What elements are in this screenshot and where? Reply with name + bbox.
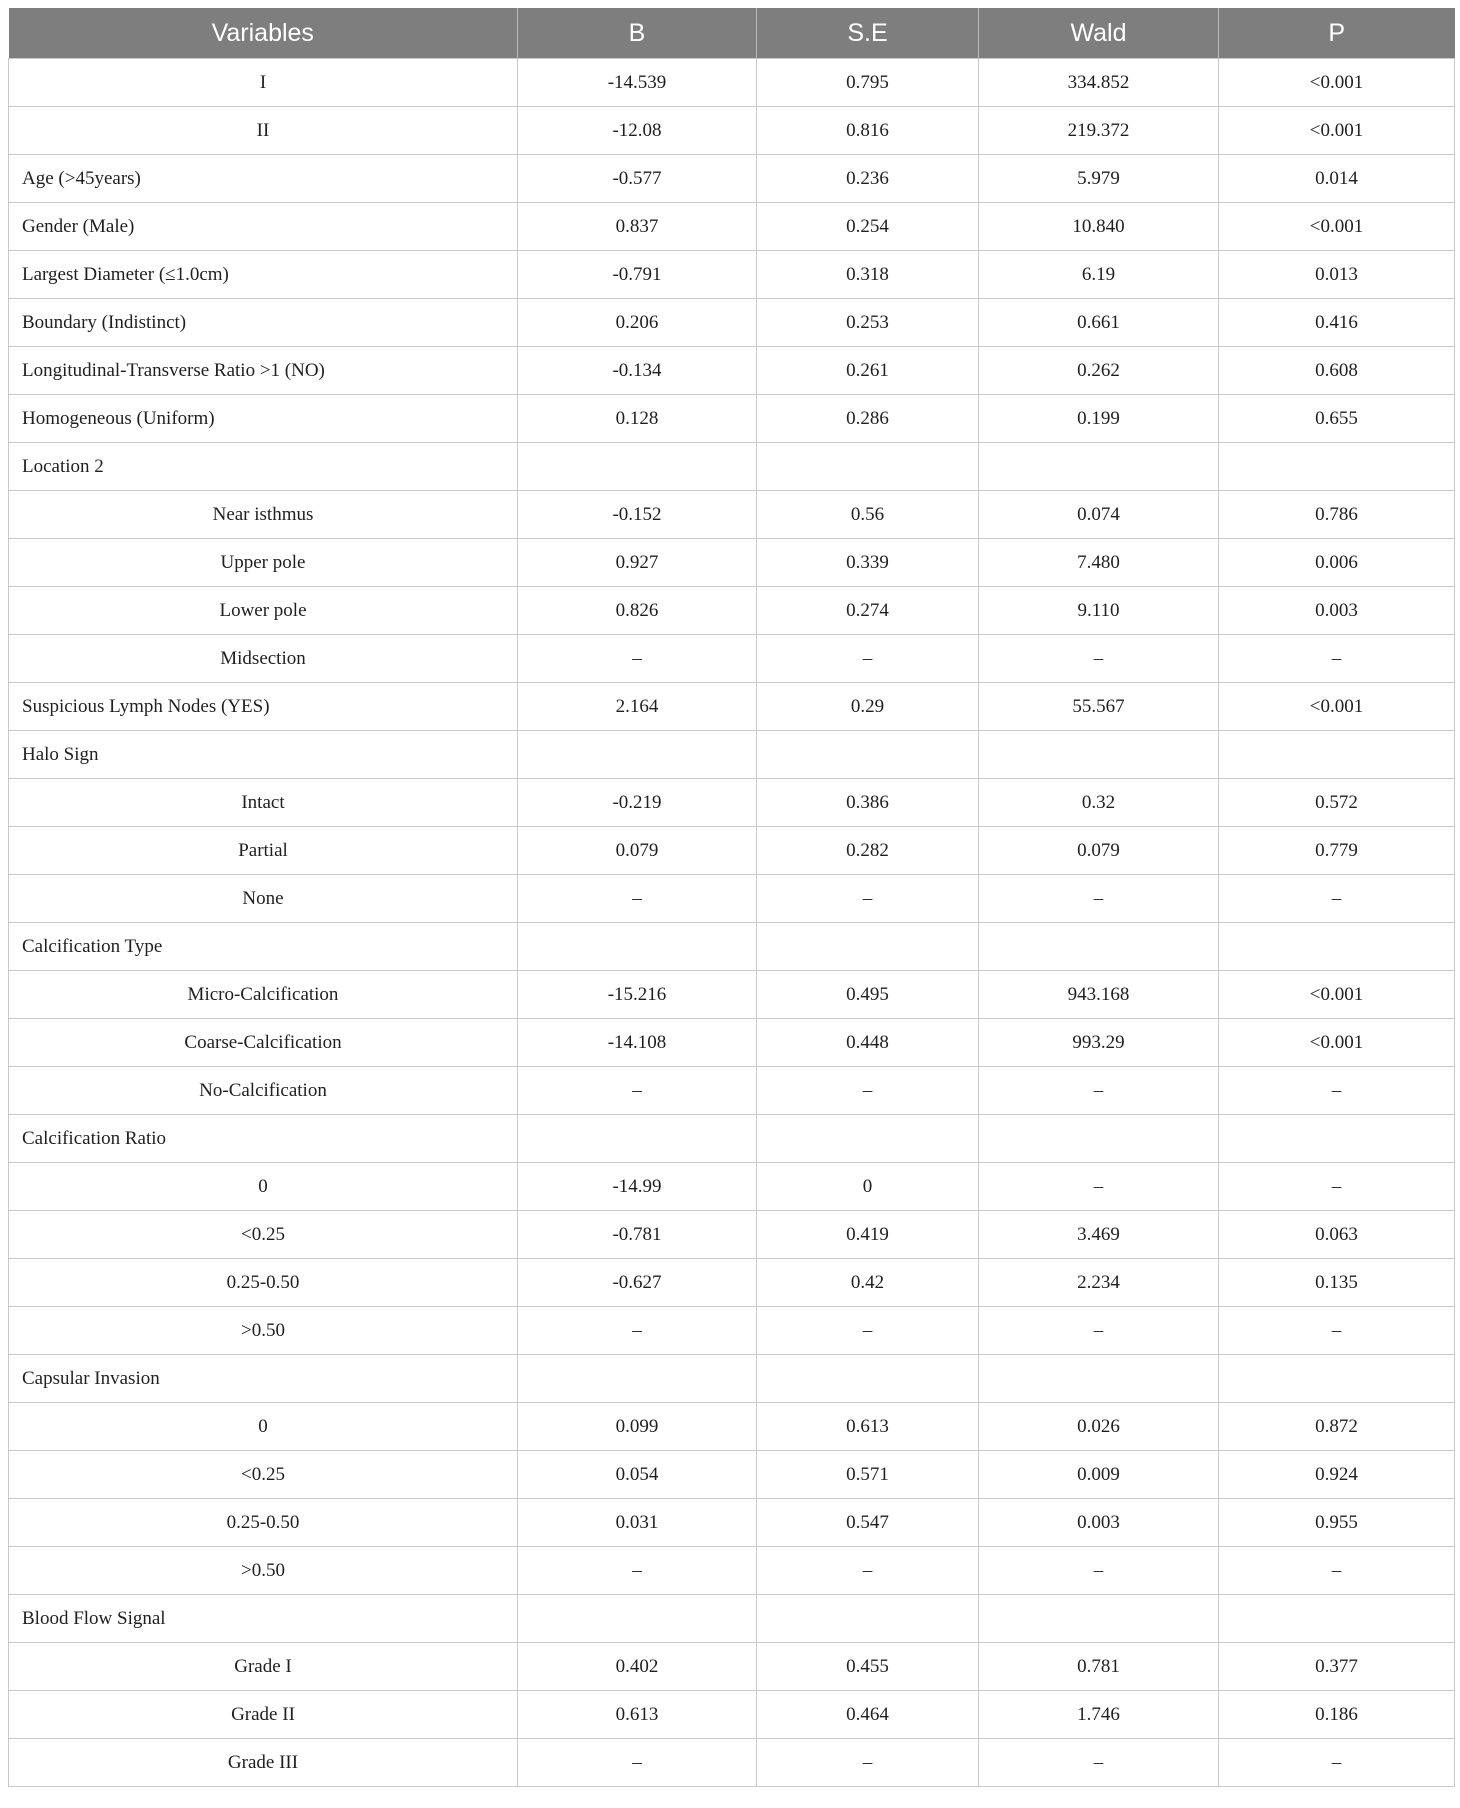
cell-variable: Age (>45years) <box>9 155 518 203</box>
cell-variable: 0 <box>9 1163 518 1211</box>
cell-se: 0.253 <box>757 299 979 347</box>
cell-variable: >0.50 <box>9 1307 518 1355</box>
cell-b: 0.927 <box>518 539 757 587</box>
cell-b: 0.826 <box>518 587 757 635</box>
cell-se: 0.236 <box>757 155 979 203</box>
table-row <box>9 779 1455 827</box>
cell-se <box>757 1355 979 1403</box>
cell-variable: Longitudinal-Transverse Ratio >1 (NO) <box>9 347 518 395</box>
cell-se: 0.795 <box>757 59 979 107</box>
cell-wald: – <box>979 635 1219 683</box>
cell-p <box>1219 1595 1455 1643</box>
cell-wald: 2.234 <box>979 1259 1219 1307</box>
cell-se: 0.318 <box>757 251 979 299</box>
cell-b: -14.108 <box>518 1019 757 1067</box>
cell-p: – <box>1219 875 1455 923</box>
cell-b: – <box>518 1547 757 1595</box>
cell-wald: 5.979 <box>979 155 1219 203</box>
cell-variable: Calcification Type <box>9 923 518 971</box>
cell-variable: Intact <box>9 779 518 827</box>
cell-se <box>757 731 979 779</box>
cell-wald: – <box>979 1739 1219 1787</box>
cell-wald: 3.469 <box>979 1211 1219 1259</box>
table-body <box>9 59 1455 1787</box>
cell-p: 0.013 <box>1219 251 1455 299</box>
cell-wald: – <box>979 1163 1219 1211</box>
cell-se: 0.816 <box>757 107 979 155</box>
table-row <box>9 683 1455 731</box>
cell-se: – <box>757 1547 979 1595</box>
cell-p: 0.135 <box>1219 1259 1455 1307</box>
cell-se <box>757 923 979 971</box>
cell-se: 0.56 <box>757 491 979 539</box>
cell-se: 0.286 <box>757 395 979 443</box>
cell-variable: <0.25 <box>9 1211 518 1259</box>
cell-variable: <0.25 <box>9 1451 518 1499</box>
cell-wald <box>979 1355 1219 1403</box>
cell-variable: Calcification Ratio <box>9 1115 518 1163</box>
cell-variable: 0 <box>9 1403 518 1451</box>
cell-wald: 993.29 <box>979 1019 1219 1067</box>
table-row <box>9 1355 1455 1403</box>
cell-se: – <box>757 1067 979 1115</box>
cell-p: 0.572 <box>1219 779 1455 827</box>
cell-wald: 0.262 <box>979 347 1219 395</box>
table-header <box>9 8 1455 59</box>
cell-wald: 0.661 <box>979 299 1219 347</box>
cell-wald: 0.199 <box>979 395 1219 443</box>
cell-variable: Location 2 <box>9 443 518 491</box>
cell-se: 0.386 <box>757 779 979 827</box>
cell-b <box>518 731 757 779</box>
cell-b: – <box>518 1739 757 1787</box>
cell-b: 0.128 <box>518 395 757 443</box>
cell-se: 0.455 <box>757 1643 979 1691</box>
cell-variable: Lower pole <box>9 587 518 635</box>
cell-variable: None <box>9 875 518 923</box>
cell-p: 0.003 <box>1219 587 1455 635</box>
cell-p: – <box>1219 1547 1455 1595</box>
cell-variable: I <box>9 59 518 107</box>
cell-p: 0.063 <box>1219 1211 1455 1259</box>
cell-variable: Upper pole <box>9 539 518 587</box>
table-row <box>9 251 1455 299</box>
cell-b: – <box>518 635 757 683</box>
cell-wald: 0.32 <box>979 779 1219 827</box>
cell-wald: 943.168 <box>979 971 1219 1019</box>
cell-b <box>518 923 757 971</box>
cell-p: 0.014 <box>1219 155 1455 203</box>
cell-p: 0.608 <box>1219 347 1455 395</box>
cell-p <box>1219 443 1455 491</box>
header-wald: Wald <box>979 8 1219 59</box>
cell-wald: 7.480 <box>979 539 1219 587</box>
table-row <box>9 635 1455 683</box>
cell-se: 0.42 <box>757 1259 979 1307</box>
table-row <box>9 1259 1455 1307</box>
cell-p <box>1219 1355 1455 1403</box>
cell-wald <box>979 1595 1219 1643</box>
table-row <box>9 923 1455 971</box>
table-row <box>9 1307 1455 1355</box>
table-row <box>9 1115 1455 1163</box>
cell-variable: Capsular Invasion <box>9 1355 518 1403</box>
cell-se: 0.29 <box>757 683 979 731</box>
cell-se: 0.613 <box>757 1403 979 1451</box>
cell-se: 0.339 <box>757 539 979 587</box>
cell-variable: Gender (Male) <box>9 203 518 251</box>
cell-se: 0.261 <box>757 347 979 395</box>
cell-wald: 0.079 <box>979 827 1219 875</box>
cell-p: 0.655 <box>1219 395 1455 443</box>
table-row <box>9 539 1455 587</box>
cell-p: <0.001 <box>1219 203 1455 251</box>
cell-wald: 1.746 <box>979 1691 1219 1739</box>
cell-b: -0.219 <box>518 779 757 827</box>
table-row <box>9 827 1455 875</box>
table-row <box>9 59 1455 107</box>
cell-b: 0.031 <box>518 1499 757 1547</box>
table-row <box>9 1547 1455 1595</box>
table-row <box>9 971 1455 1019</box>
cell-p: 0.186 <box>1219 1691 1455 1739</box>
cell-p: 0.924 <box>1219 1451 1455 1499</box>
table-row <box>9 875 1455 923</box>
table-row <box>9 1595 1455 1643</box>
cell-variable: Boundary (Indistinct) <box>9 299 518 347</box>
cell-p <box>1219 731 1455 779</box>
header-p: P <box>1219 8 1455 59</box>
cell-p: 0.416 <box>1219 299 1455 347</box>
cell-se: – <box>757 1307 979 1355</box>
table-row <box>9 1019 1455 1067</box>
cell-b <box>518 1115 757 1163</box>
cell-wald <box>979 923 1219 971</box>
cell-b: 0.206 <box>518 299 757 347</box>
table-row <box>9 731 1455 779</box>
table-row <box>9 299 1455 347</box>
cell-b: 0.099 <box>518 1403 757 1451</box>
cell-p: – <box>1219 1163 1455 1211</box>
cell-b: 0.613 <box>518 1691 757 1739</box>
cell-b <box>518 1355 757 1403</box>
cell-wald: 334.852 <box>979 59 1219 107</box>
cell-p <box>1219 1115 1455 1163</box>
cell-wald: 9.110 <box>979 587 1219 635</box>
cell-b: 0.837 <box>518 203 757 251</box>
cell-p: 0.006 <box>1219 539 1455 587</box>
cell-wald: 0.074 <box>979 491 1219 539</box>
cell-b: -0.791 <box>518 251 757 299</box>
cell-variable: Near isthmus <box>9 491 518 539</box>
cell-se: 0.419 <box>757 1211 979 1259</box>
cell-wald: – <box>979 1067 1219 1115</box>
cell-wald: – <box>979 1547 1219 1595</box>
cell-variable: Micro-Calcification <box>9 971 518 1019</box>
cell-p: – <box>1219 1067 1455 1115</box>
cell-wald: 55.567 <box>979 683 1219 731</box>
cell-se: – <box>757 875 979 923</box>
cell-b: -0.781 <box>518 1211 757 1259</box>
cell-se <box>757 1595 979 1643</box>
cell-variable: 0.25-0.50 <box>9 1259 518 1307</box>
cell-wald: 0.781 <box>979 1643 1219 1691</box>
cell-wald: – <box>979 875 1219 923</box>
cell-b: – <box>518 1067 757 1115</box>
cell-p: 0.377 <box>1219 1643 1455 1691</box>
cell-variable: Midsection <box>9 635 518 683</box>
cell-wald: – <box>979 1307 1219 1355</box>
cell-wald: 0.026 <box>979 1403 1219 1451</box>
cell-p: 0.786 <box>1219 491 1455 539</box>
table-row <box>9 1067 1455 1115</box>
cell-p: – <box>1219 1307 1455 1355</box>
cell-b: -14.99 <box>518 1163 757 1211</box>
cell-se: 0.464 <box>757 1691 979 1739</box>
cell-wald: 0.009 <box>979 1451 1219 1499</box>
cell-p: <0.001 <box>1219 683 1455 731</box>
cell-wald: 219.372 <box>979 107 1219 155</box>
cell-variable: Grade I <box>9 1643 518 1691</box>
cell-variable: Suspicious Lymph Nodes (YES) <box>9 683 518 731</box>
cell-variable: Halo Sign <box>9 731 518 779</box>
cell-p: – <box>1219 1739 1455 1787</box>
cell-b: 0.402 <box>518 1643 757 1691</box>
cell-variable: Grade II <box>9 1691 518 1739</box>
cell-se <box>757 443 979 491</box>
cell-b: – <box>518 875 757 923</box>
table-row <box>9 107 1455 155</box>
cell-wald <box>979 443 1219 491</box>
cell-variable: Partial <box>9 827 518 875</box>
table-row <box>9 155 1455 203</box>
cell-se: 0.274 <box>757 587 979 635</box>
cell-b: 2.164 <box>518 683 757 731</box>
table-row <box>9 443 1455 491</box>
cell-se: 0.495 <box>757 971 979 1019</box>
table-row <box>9 1499 1455 1547</box>
cell-b: -0.627 <box>518 1259 757 1307</box>
table-row <box>9 1211 1455 1259</box>
cell-b: -0.577 <box>518 155 757 203</box>
table-row <box>9 491 1455 539</box>
cell-p: <0.001 <box>1219 971 1455 1019</box>
cell-se: – <box>757 635 979 683</box>
table-row <box>9 203 1455 251</box>
cell-variable: II <box>9 107 518 155</box>
header-row <box>9 8 1455 59</box>
cell-p: 0.955 <box>1219 1499 1455 1547</box>
cell-b: -0.134 <box>518 347 757 395</box>
cell-wald <box>979 731 1219 779</box>
table-row <box>9 1691 1455 1739</box>
table-row <box>9 1643 1455 1691</box>
cell-se: 0.448 <box>757 1019 979 1067</box>
cell-se: 0.571 <box>757 1451 979 1499</box>
header-variables: Variables <box>9 8 518 59</box>
cell-variable: No-Calcification <box>9 1067 518 1115</box>
table-row <box>9 1163 1455 1211</box>
cell-b: -12.08 <box>518 107 757 155</box>
cell-b: -0.152 <box>518 491 757 539</box>
cell-p: 0.779 <box>1219 827 1455 875</box>
cell-wald: 6.19 <box>979 251 1219 299</box>
cell-b: – <box>518 1307 757 1355</box>
cell-p: 0.872 <box>1219 1403 1455 1451</box>
table-row <box>9 1739 1455 1787</box>
cell-se: 0 <box>757 1163 979 1211</box>
cell-variable: 0.25-0.50 <box>9 1499 518 1547</box>
cell-b <box>518 1595 757 1643</box>
table-row <box>9 587 1455 635</box>
cell-se: – <box>757 1739 979 1787</box>
header-b: B <box>518 8 757 59</box>
cell-b <box>518 443 757 491</box>
cell-b: -15.216 <box>518 971 757 1019</box>
cell-se: 0.282 <box>757 827 979 875</box>
cell-variable: Largest Diameter (≤1.0cm) <box>9 251 518 299</box>
cell-wald <box>979 1115 1219 1163</box>
cell-se: 0.547 <box>757 1499 979 1547</box>
cell-p: <0.001 <box>1219 1019 1455 1067</box>
cell-p <box>1219 923 1455 971</box>
regression-table <box>8 8 1455 1787</box>
cell-variable: Grade III <box>9 1739 518 1787</box>
cell-p: – <box>1219 635 1455 683</box>
cell-variable: Homogeneous (Uniform) <box>9 395 518 443</box>
cell-variable: >0.50 <box>9 1547 518 1595</box>
cell-variable: Blood Flow Signal <box>9 1595 518 1643</box>
cell-b: -14.539 <box>518 59 757 107</box>
table-row <box>9 347 1455 395</box>
cell-p: <0.001 <box>1219 59 1455 107</box>
cell-b: 0.079 <box>518 827 757 875</box>
table-row <box>9 1403 1455 1451</box>
cell-se <box>757 1115 979 1163</box>
table-row <box>9 1451 1455 1499</box>
cell-wald: 0.003 <box>979 1499 1219 1547</box>
table-row <box>9 395 1455 443</box>
header-se: S.E <box>757 8 979 59</box>
cell-se: 0.254 <box>757 203 979 251</box>
cell-b: 0.054 <box>518 1451 757 1499</box>
cell-p: <0.001 <box>1219 107 1455 155</box>
cell-wald: 10.840 <box>979 203 1219 251</box>
cell-variable: Coarse-Calcification <box>9 1019 518 1067</box>
